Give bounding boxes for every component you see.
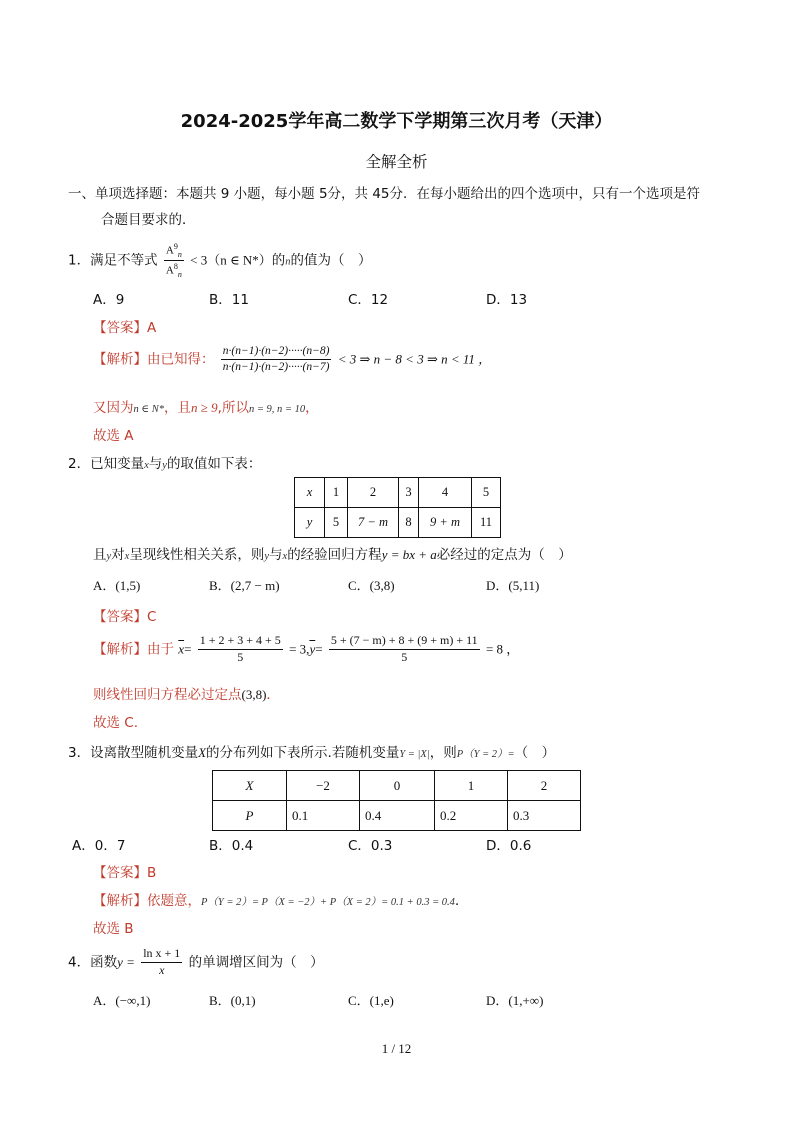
table-row: P 0.1 0.4 0.2 0.3	[213, 801, 581, 831]
q2-option-d: D．(5,11)	[486, 578, 540, 593]
page-subtitle: 全解全析	[365, 153, 428, 171]
q3-answer: 【答案】B	[93, 865, 157, 881]
q2-regression-eq: y = bx + a	[381, 547, 437, 562]
q1-answer: 【答案】A	[93, 320, 157, 336]
page-number: 1 / 12	[381, 1041, 412, 1056]
q2-analysis: 【解析】由于 $\overline{x}=$ $\frac{1 + 2 + 3 + 4 + 5}{5}$ = $3,\overline{y}=$ $\frac{5 + (7 - m) + 8 + (9 + m) + 11}{5}$ = 8 ，	[93, 633, 520, 664]
q4-option-a: A．(−∞,1)	[93, 993, 151, 1008]
q1-analysis-fraction: $\frac{n\cdot(n-1)\cdot(n-2)\cdot\cdot\cdot\cdot\cdot(n-8)}{n\cdot(n-1)\cdot(n-2)\cdot\cdot\cdot\cdot\cdot(n-7)}$	[222, 345, 330, 374]
q3-distribution-table	[212, 770, 581, 831]
q1-fraction: $\frac{A^9_n}{A^8_n}$	[165, 242, 182, 279]
q3-conclusion: 故选 B	[93, 921, 134, 937]
q1-conclusion: 故选 A	[93, 428, 134, 444]
q4-function-fraction: $\frac{\text{ln x + 1}}{x}$	[143, 946, 181, 977]
q3-option-d: D．0.6	[486, 838, 532, 854]
q3-option-c: C．0.3	[348, 838, 393, 854]
q1-option-a: A．9	[93, 292, 125, 308]
section-heading: 一、单项选择题：本题共 9 小题，每小题 5分，共 45分．在每小题给出的四个选项中，只有一个选项是符	[68, 186, 701, 202]
q2-option-b: B．(2,7 − m)	[209, 578, 280, 593]
q2-option-a: A．(1,5)	[93, 578, 141, 593]
q3-option-a: A．0．7	[72, 838, 126, 854]
table-row: x 1 2 3 4 5	[295, 478, 501, 508]
q2-stem: 2．已知变量x与y的取值如下表：	[68, 456, 262, 472]
q4-option-c: C．(1,e)	[348, 993, 394, 1008]
q1-condition: < 3（n ∈ N*）	[190, 252, 272, 268]
q1-option-b: B．11	[209, 292, 249, 308]
q2-conclusion: 故选 C.	[93, 715, 139, 731]
q2-mean-x-fraction: $\frac{1 + 2 + 3 + 4 + 5}{5}$	[199, 633, 281, 664]
table-row: y 5 7 − m 8 9 + m 11	[295, 508, 501, 538]
q1-analysis-line2: 又因为n ∈ N*，且n ≥ 9,所以n = 9, n = 10，	[93, 400, 319, 416]
q2-answer: 【答案】C	[93, 609, 157, 625]
q1-option-c: C．12	[348, 292, 389, 308]
q1-number: 1．	[68, 252, 91, 269]
q1-stem: 1．满足不等式 $\frac{A^9_n}{A^8_n}$ < 3（n ∈ N*）的n的值为（ ）	[68, 242, 372, 279]
q2-value-table	[294, 477, 501, 538]
q2-mean-y-fraction: $\frac{5 + (7 - m) + 8 + (9 + m) + 11}{5}$	[330, 633, 478, 664]
q4-stem: 4．函数y = $\frac{\text{ln x + 1}}{x}$ 的单调增区间为（ ）	[68, 946, 324, 977]
q2-analysis-line2: 则线性回归方程必过定点(3,8)．	[93, 687, 280, 703]
q4-option-d: D．(1,+∞)	[486, 993, 544, 1008]
q3-stem: 3．设离散型随机变量X的分布列如下表所示.若随机变量Y = |X|，则P（Y = 2）=（ ）	[68, 745, 556, 761]
q2-stem-line2: 且y对x呈现线性相关关系，则y与x的经验回归方程y = bx + a必经过的定点为（ ）	[93, 547, 572, 563]
q4-option-b: B．(0,1)	[209, 993, 256, 1008]
section-heading-cont: 合题目要求的．	[101, 212, 196, 228]
q3-option-b: B．0.4	[209, 838, 254, 854]
q1-analysis: 【解析】由已知得： $\frac{n\cdot(n-1)\cdot(n-2)\cdot\cdot\cdot\cdot\cdot(n-8)}{n\cdot(n-1)\cdot(n-2)\cdot\cdot\cdot\cdot\cdot(n-7)}$ < 3 ⇒ n − 8 < 3 ⇒ n < 11 ，	[93, 345, 492, 374]
q2-option-c: C．(3,8)	[348, 578, 395, 593]
q3-analysis: 【解析】依题意，P（Y = 2）= P（X = −2）+ P（X = 2）= 0.1 + 0.3 = 0.4．	[93, 893, 469, 909]
q1-option-d: D．13	[486, 292, 528, 308]
page-title: 2024-2025学年高二数学下学期第三次月考（天津）	[180, 111, 613, 132]
table-row: X −2 0 1 2	[213, 771, 581, 801]
